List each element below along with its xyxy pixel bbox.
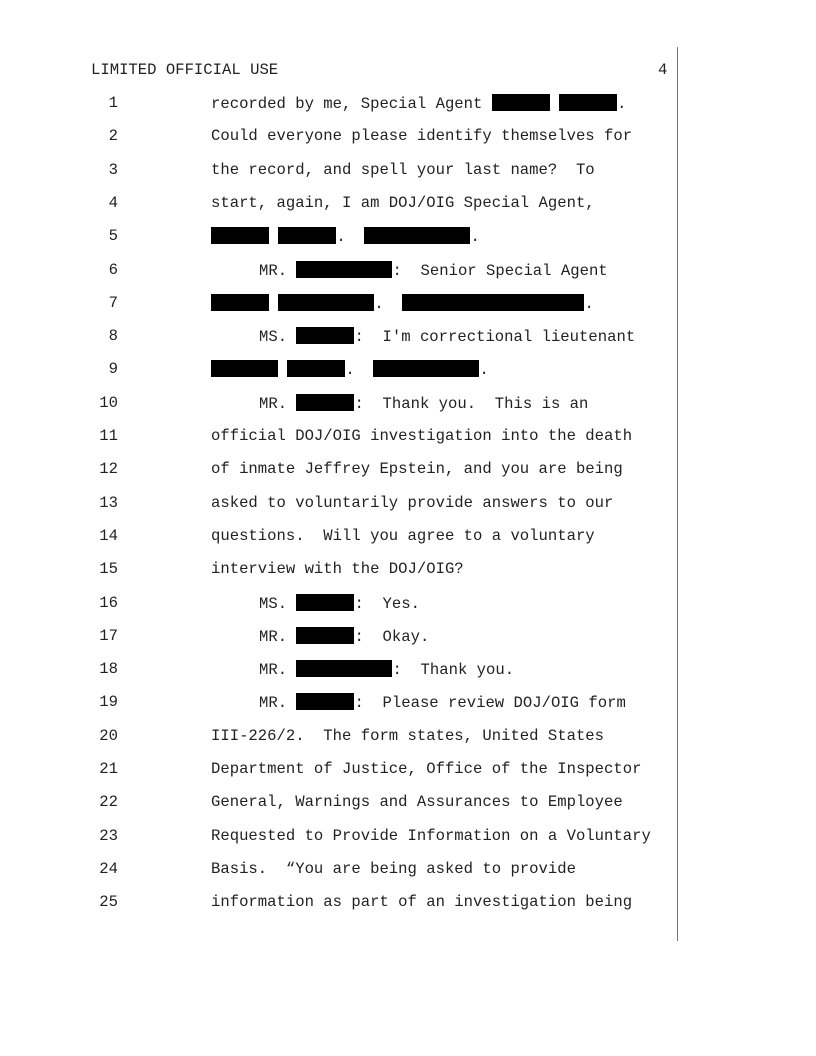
line-number: 10 xyxy=(99,393,118,412)
text-segment: . xyxy=(345,361,374,380)
line-text xyxy=(211,327,635,346)
line-text xyxy=(211,627,429,646)
line-text xyxy=(211,227,480,246)
redaction-block xyxy=(278,294,374,311)
redaction-block xyxy=(211,227,269,244)
line-number: 15 xyxy=(99,560,118,579)
line-number: 17 xyxy=(99,626,118,645)
text-segment: Requested to Provide Information on a Voluntary xyxy=(211,826,651,845)
redaction-block xyxy=(296,627,354,644)
line-text xyxy=(211,194,595,212)
page-number: 4 xyxy=(658,61,668,79)
line-text xyxy=(211,860,576,878)
redaction-block xyxy=(211,360,278,377)
text-segment: MR. xyxy=(259,661,297,680)
text-segment: : Thank you. This is an xyxy=(354,394,589,413)
line-number: 1 xyxy=(108,94,118,112)
redaction-block xyxy=(364,227,470,244)
text-segment xyxy=(269,295,278,313)
line-number: 11 xyxy=(99,427,118,445)
line-number: 4 xyxy=(108,193,118,212)
text-segment: MS. xyxy=(259,328,297,347)
text-segment: . xyxy=(479,361,489,380)
text-segment: asked to voluntarily provide answers to our xyxy=(211,493,614,512)
redaction-block xyxy=(492,94,550,111)
text-segment: official DOJ/OIG investigation into the death xyxy=(211,427,633,445)
text-segment: . xyxy=(584,294,594,313)
line-number: 25 xyxy=(99,893,118,912)
text-segment: MR. xyxy=(259,694,297,713)
line-number: 20 xyxy=(99,726,118,745)
right-margin-rule xyxy=(677,47,678,941)
redaction-block xyxy=(296,261,392,278)
text-segment: : Thank you. xyxy=(392,661,515,680)
line-text xyxy=(211,793,623,811)
text-segment: Basis. “You are being asked to provide xyxy=(211,859,576,878)
text-segment: : I'm correctional lieutenant xyxy=(354,328,636,347)
text-segment: the record, and spell your last name? To xyxy=(211,160,595,179)
text-segment: : Please review DOJ/OIG form xyxy=(354,694,626,713)
line-number: 13 xyxy=(99,493,118,512)
line-number: 18 xyxy=(99,660,118,679)
line-text xyxy=(211,660,514,679)
redaction-block xyxy=(296,394,354,411)
line-number: 24 xyxy=(99,859,118,878)
line-number: 9 xyxy=(108,360,118,379)
text-segment: information as part of an investigation being xyxy=(211,893,633,912)
text-segment: Could everyone please identify themselves for xyxy=(211,127,633,146)
redaction-block xyxy=(402,294,584,311)
line-number: 5 xyxy=(108,227,118,246)
line-number: 8 xyxy=(108,327,118,346)
line-text xyxy=(211,727,604,745)
line-text xyxy=(211,261,608,280)
text-segment: : Yes. xyxy=(354,594,420,613)
text-segment: : Okay. xyxy=(354,627,430,646)
line-number: 3 xyxy=(108,160,118,179)
line-number: 23 xyxy=(99,826,118,845)
text-segment: III-226/2. The form states, United States xyxy=(211,726,605,745)
line-text xyxy=(211,360,489,379)
line-number: 6 xyxy=(108,260,118,279)
redaction-block xyxy=(559,94,617,111)
text-segment: recorded by me, Special Agent xyxy=(211,95,492,113)
text-segment: . xyxy=(374,294,403,313)
line-number: 16 xyxy=(99,593,118,612)
line-text xyxy=(211,394,588,413)
text-segment: . xyxy=(617,95,627,113)
text-segment: of inmate Jeffrey Epstein, and you are being xyxy=(211,460,623,479)
text-segment xyxy=(269,228,278,246)
line-text xyxy=(211,127,632,145)
document-header-marking: LIMITED OFFICIAL USE xyxy=(91,61,279,79)
line-number: 19 xyxy=(99,693,118,712)
line-text xyxy=(211,94,626,113)
line-number: 7 xyxy=(108,293,118,312)
text-segment xyxy=(278,361,287,379)
line-text xyxy=(211,594,420,613)
text-segment xyxy=(550,95,559,113)
text-segment: Department of Justice, Office of the Inspector xyxy=(211,760,642,778)
line-number: 22 xyxy=(99,793,118,812)
line-text xyxy=(211,294,594,313)
line-number: 2 xyxy=(108,127,118,146)
line-text xyxy=(211,893,632,911)
line-text xyxy=(211,427,632,445)
line-text xyxy=(211,161,595,179)
text-segment: MS. xyxy=(259,594,297,613)
line-text xyxy=(211,827,651,845)
text-segment: General, Warnings and Assurances to Employee xyxy=(211,793,623,812)
text-segment: MR. xyxy=(259,394,297,413)
text-segment: . xyxy=(470,228,480,247)
line-text xyxy=(211,760,641,778)
text-segment: MR. xyxy=(259,261,297,280)
text-segment: MR. xyxy=(259,627,297,646)
redaction-block xyxy=(296,594,354,611)
redaction-block xyxy=(211,294,269,311)
line-number: 12 xyxy=(99,460,118,479)
line-number: 21 xyxy=(99,760,118,778)
line-number: 14 xyxy=(99,526,118,545)
text-segment: interview with the DOJ/OIG? xyxy=(211,560,464,579)
text-segment: . xyxy=(336,228,365,247)
line-text xyxy=(211,560,464,578)
line-text xyxy=(211,693,626,712)
text-segment: start, again, I am DOJ/OIG Special Agent, xyxy=(211,193,595,212)
redaction-block xyxy=(278,227,336,244)
redaction-block xyxy=(296,327,354,344)
text-segment: : Senior Special Agent xyxy=(392,261,608,280)
text-segment: questions. Will you agree to a voluntary xyxy=(211,526,595,545)
redaction-block xyxy=(296,693,354,710)
redaction-block xyxy=(287,360,345,377)
line-text xyxy=(211,527,595,545)
redaction-block xyxy=(373,360,479,377)
line-text xyxy=(211,460,623,478)
line-text xyxy=(211,494,613,512)
redaction-block xyxy=(296,660,392,677)
